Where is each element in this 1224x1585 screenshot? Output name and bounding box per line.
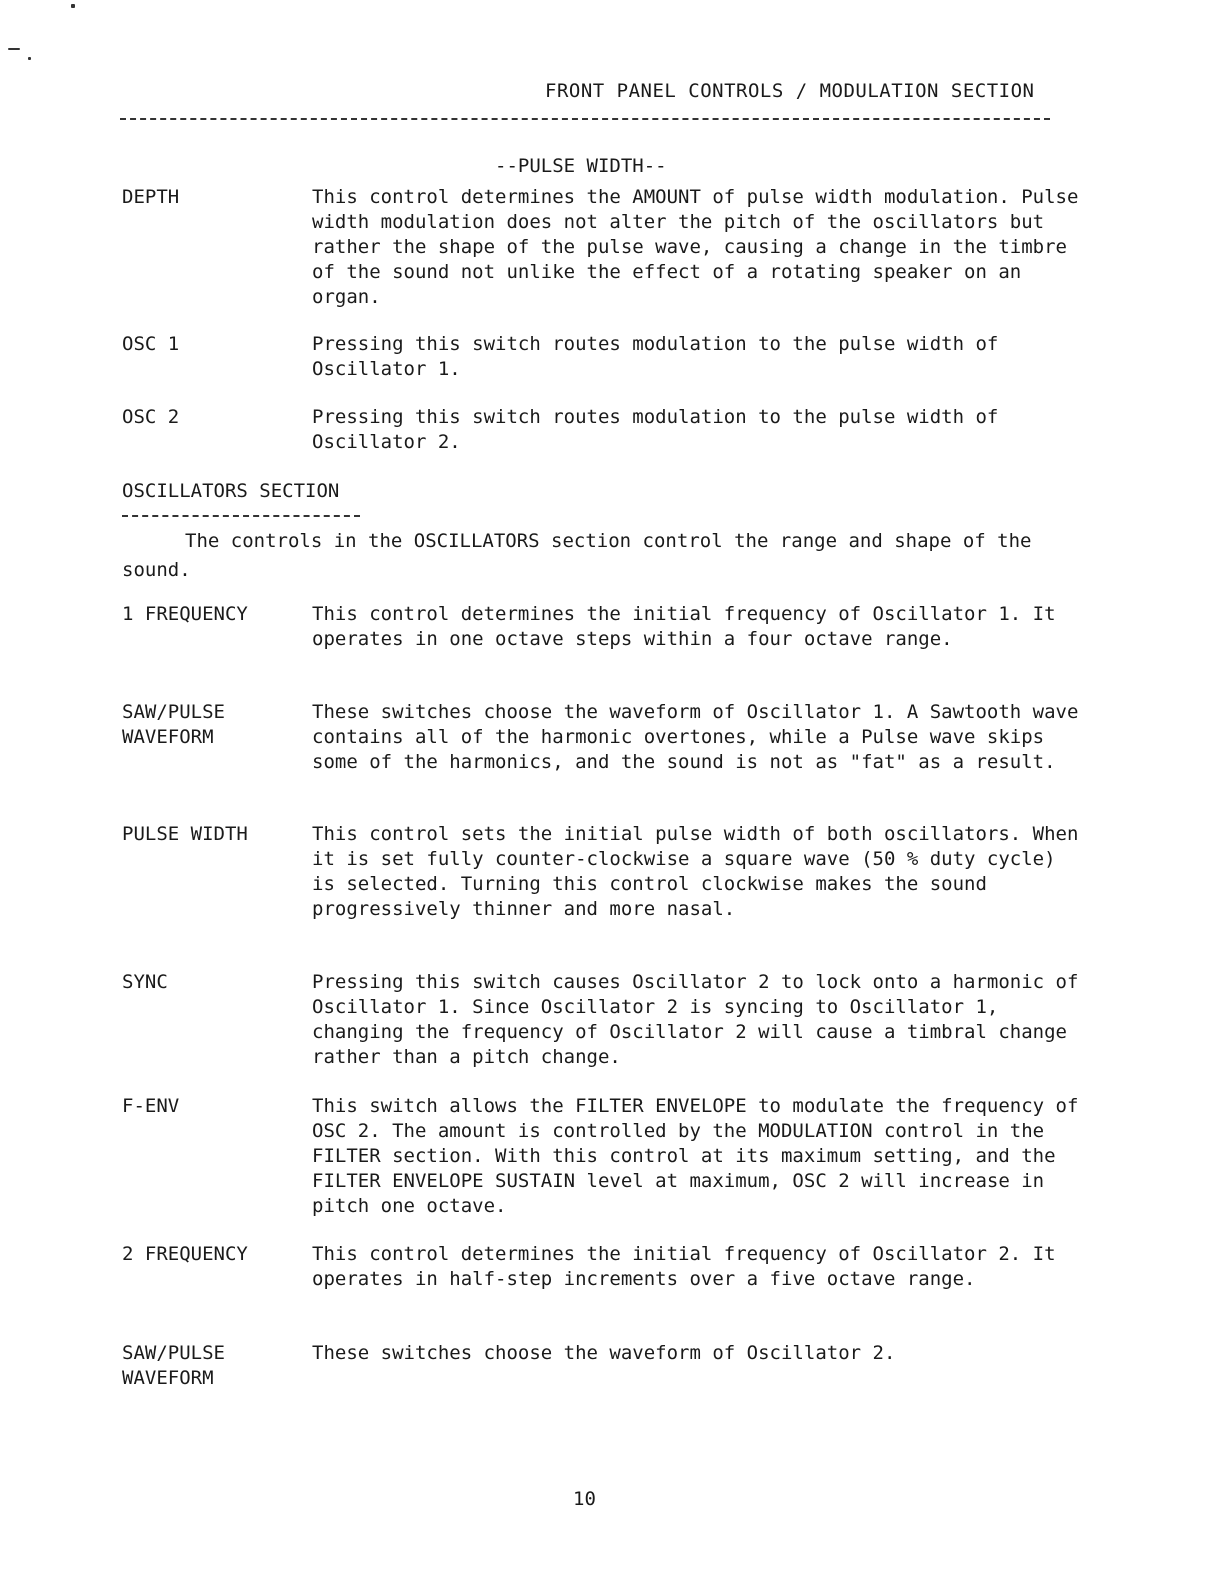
entry-description: Pressing this switch routes modulation to the pulse width of Oscillator 1. (312, 333, 999, 380)
entry-term: OSC 2 (122, 406, 180, 428)
header-divider (120, 118, 1050, 120)
entry-term: F-ENV (122, 1095, 180, 1117)
entry-term: 1 FREQUENCY (122, 603, 248, 625)
entry-description: This control determines the AMOUNT of pulse width modulation. Pulse width modulation does not alter the pitch of the oscillators but rather the shape of the pulse wave, causing a change in the timbre of the sound not unlike the effect of a rotating speaker on an organ. (312, 186, 1079, 308)
entry-term: OSC 1 (122, 333, 180, 355)
scan-speck (71, 4, 75, 8)
entry-term: SAW/PULSE WAVEFORM (122, 1342, 225, 1389)
entry-term: DEPTH (122, 186, 180, 208)
entry-description: These switches choose the waveform of Oscillator 2. (312, 1342, 896, 1364)
scan-speck (8, 48, 20, 50)
page-header: FRONT PANEL CONTROLS / MODULATION SECTION (545, 80, 1035, 102)
entry-description: This control determines the initial frequency of Oscillator 1. It operates in one octave steps within a four octave range. (312, 603, 1056, 650)
entry-description: This control determines the initial frequency of Oscillator 2. It operates in half-step increments over a five octave range. (312, 1243, 1056, 1290)
entry-description: Pressing this switch causes Oscillator 2 to lock onto a harmonic of Oscillator 1. Since Oscillator 2 is syncing to Oscillator 1, changing the frequency of Oscillator 2 will cause a timbral change rather than a pitch change. (312, 971, 1079, 1068)
entry-term: SAW/PULSE WAVEFORM (122, 701, 225, 748)
entry-description: This switch allows the FILTER ENVELOPE to modulate the frequency of OSC 2. The amount is controlled by the MODULATION control in the FILTER section. With this control at its maximum setting, and the FILTER ENVELOPE SUSTAIN level at maximum, OSC 2 will increase in pitch one octave. (312, 1095, 1079, 1217)
entry-description: Pressing this switch routes modulation to the pulse width of Oscillator 2. (312, 406, 999, 453)
pulse-width-subheading: --PULSE WIDTH-- (495, 155, 667, 177)
oscillators-section-title: OSCILLATORS SECTION (122, 480, 340, 502)
entry-term: PULSE WIDTH (122, 823, 248, 845)
page-number: 10 (573, 1488, 596, 1510)
scan-speck (28, 57, 31, 60)
entry-term: SYNC (122, 971, 168, 993)
entry-description: This control sets the initial pulse width of both oscillators. When it is set fully counter-clockwise a square wave (50 % duty cycle) is selected. Turning this control clockwise makes the sound progressively thinner and more nasal. (312, 823, 1079, 920)
entry-term: 2 FREQUENCY (122, 1243, 248, 1265)
oscillators-intro: The controls in the OSCILLATORS section control the range and shape of the sound. (122, 530, 1032, 581)
entry-description: These switches choose the waveform of Oscillator 1. A Sawtooth wave contains all of the harmonic overtones, while a Pulse wave skips some of the harmonics, and the sound is not as "fat" as a result. (312, 701, 1079, 773)
section-title-underline (122, 515, 360, 517)
